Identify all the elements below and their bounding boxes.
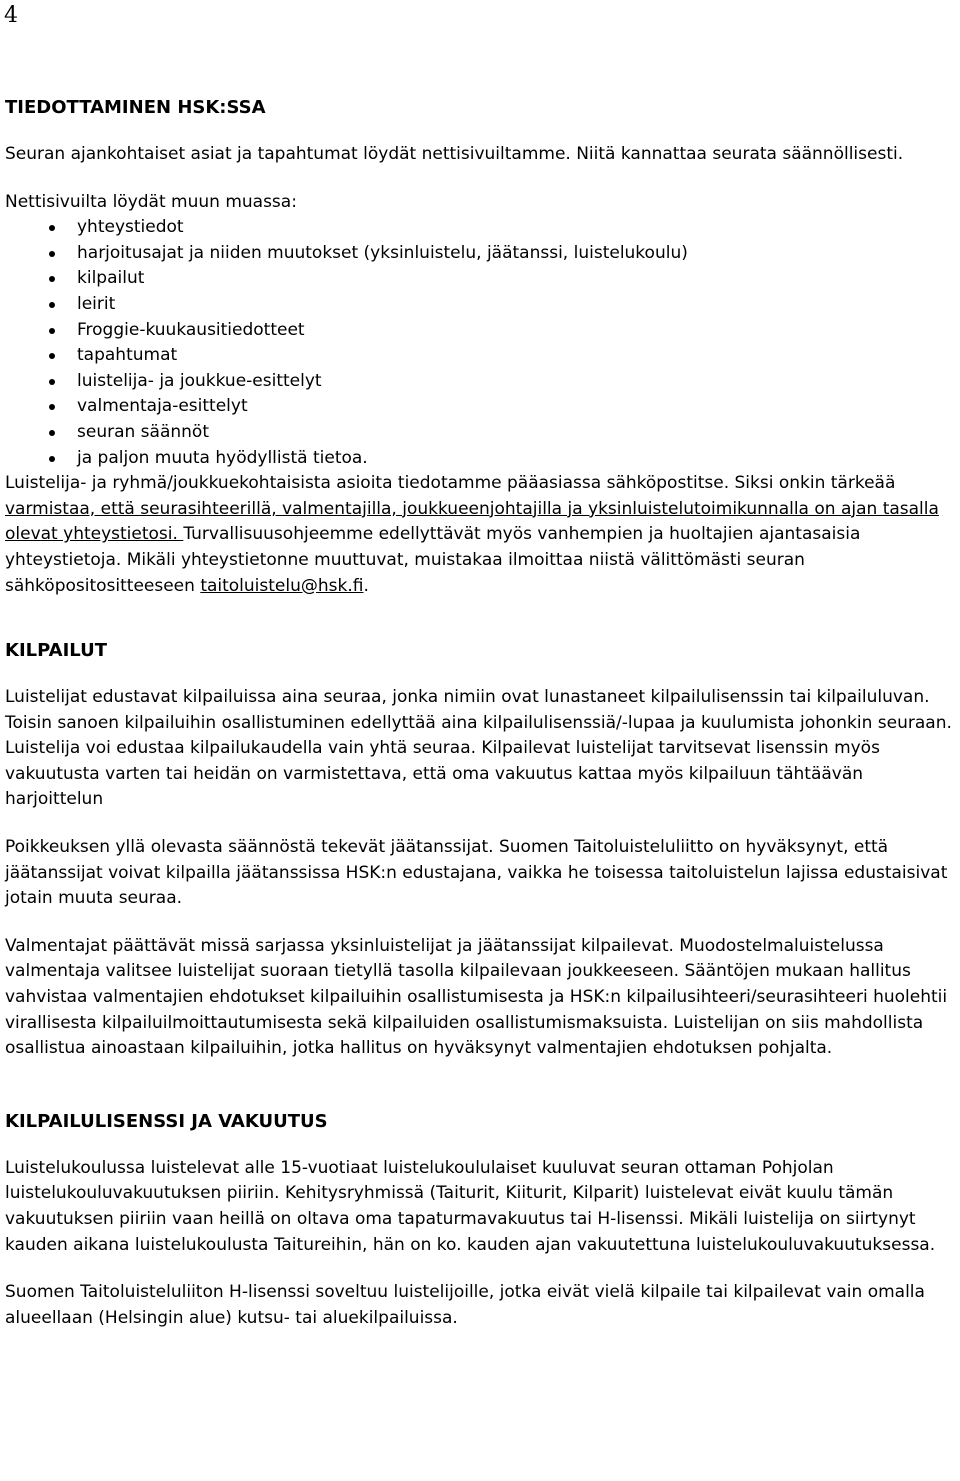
list-item: tapahtumat	[5, 343, 955, 369]
lisenssi-paragraph-2: Suomen Taitoluisteluliiton H-lisenssi soveltuu luistelijoille, jotka eivät vielä kilpaile tai kilpailevat vain omalla alueellaan (Helsingin alue) kutsu- tai aluekilpailuissa.	[5, 1282, 925, 1328]
kilpailut-paragraph-2: Poikkeuksen yllä olevasta säännöstä tekevät jäätanssijat. Suomen Taitoluisteluliitto on hyväksynyt, että jäätanssijat voivat kilpailla jäätanssissa HSK:n edustajana, vaikka he toisessa taitoluistelun lajissa edustaisivat jotain muuta seuraa.	[5, 837, 948, 909]
lisenssi-paragraph-1: Luistelukoulussa luistelevat alle 15-vuotiaat luistelukoululaiset kuuluvat seuran ottaman Pohjolan luistelukouluvakuutuksen piiriin. Kehitysryhmissä (Taiturit, Kiiturit, Kilparit) luistelevat eivät kuulu tämän vakuutuksen piiriin vaan heillä on oltava oma tapaturmavakuutus tai H-lisenssi. Mikäli luistelija on siirtynyt kauden aikana luistelukoulusta Taitureihin, hän on ko. kauden ajan vakuutettuna luistelukouluvakuutuksessa.	[5, 1157, 936, 1255]
list-item: kilpailut	[5, 266, 955, 292]
heading-kilpailut: KILPAILUT	[5, 640, 108, 662]
page-number: 4	[4, 3, 18, 28]
contact-text-middle: Turvallisuusohjeemme edellyttävät myös vanhempien ja huoltajien ajantasaisia yhteystietoja. Mikäli yhteystietonne muuttuvat, muistakaa ilmoittaa niistä välittömästi seuran sähköpositositteeseen	[5, 524, 861, 596]
list-item: Froggie-kuukausitiedotteet	[5, 318, 955, 344]
kilpailut-paragraph-3: Valmentajat päättävät missä sarjassa yksinluistelijat ja jäätanssijat kilpailevat. Muodostelmaluistelussa valmentaja valitsee luistelijat suoraan tietyllä tasolla kilpailevaan joukkeeseen. Sääntöjen mukaan hallitus vahvistaa valmentajien ehdotukset kilpailuihin osallistumisesta ja HSK:n kilpailusihteeri/seurasihteeri huolehtii virallisesta kilpailuilmoittautumisesta sekä kilpailuiden osallistumismaksuista. Luistelijan on siis mahdollista osallistua ainoastaan kilpailuihin, jotka hallitus on hyväksynyt valmentajien ehdotuksen pohjalta.	[5, 935, 948, 1059]
intro-paragraph: Seuran ajankohtaiset asiat ja tapahtumat löydät nettisivuiltamme. Niitä kannattaa seurata säännöllisesti.	[5, 144, 904, 164]
contact-info-paragraph	[5, 471, 955, 599]
list-item: luistelija- ja joukkue-esittelyt	[5, 369, 955, 395]
list-item: leirit	[5, 292, 955, 318]
list-intro: Nettisivuilta löydät muun muassa:	[5, 191, 297, 212]
list-item: valmentaja-esittelyt	[5, 394, 955, 420]
list-item: seuran säännöt	[5, 420, 955, 446]
list-item: ja paljon muuta hyödyllistä tietoa.	[5, 446, 955, 472]
heading-lisenssi: KILPAILULISENSSI JA VAKUUTUS	[5, 1110, 328, 1132]
kilpailut-paragraph-1: Luistelijat edustavat kilpailuissa aina seuraa, jonka nimiin ovat lunastaneet kilpailulisenssin tai kilpailuluvan. Toisin sanoen kilpailuihin osallistuminen edellyttää aina kilpailulisenssiä/-lupaa ja kuulumista johonkin seuraan. Luistelija voi edustaa kilpailukaudella vain yhtä seuraa. Kilpailevat luistelijat tarvitsevat lisenssin myös vakuutusta varten tai heidän on varmistettava, että oma vakuutus kattaa myös kilpailuun tähtäävän harjoittelun	[5, 687, 952, 810]
contact-text-start: Luistelija- ja ryhmä/joukkuekohtaisista asioita tiedotamme pääasiassa sähköpostitse. Siksi onkin tärkeää	[5, 473, 896, 494]
email-link[interactable]: taitoluistelu@hsk.fi	[200, 575, 364, 596]
document-body	[5, 94, 955, 1331]
list-item: yhteystiedot	[5, 215, 955, 241]
website-features-list	[5, 215, 955, 471]
list-item: harjoitusajat ja niiden muutokset (yksinluistelu, jäätanssi, luistelukoulu)	[5, 241, 955, 267]
heading-tiedottaminen: TIEDOTTAMINEN HSK:SSA	[5, 97, 266, 118]
contact-text-end: .	[363, 575, 369, 596]
contact-text-underlined: varmistaa, että seurasihteerillä, valmentajilla, joukkueenjohtajilla ja yksinluistelutoimikunnalla on ajan tasalla olevat yhteystietosi.	[5, 498, 939, 545]
